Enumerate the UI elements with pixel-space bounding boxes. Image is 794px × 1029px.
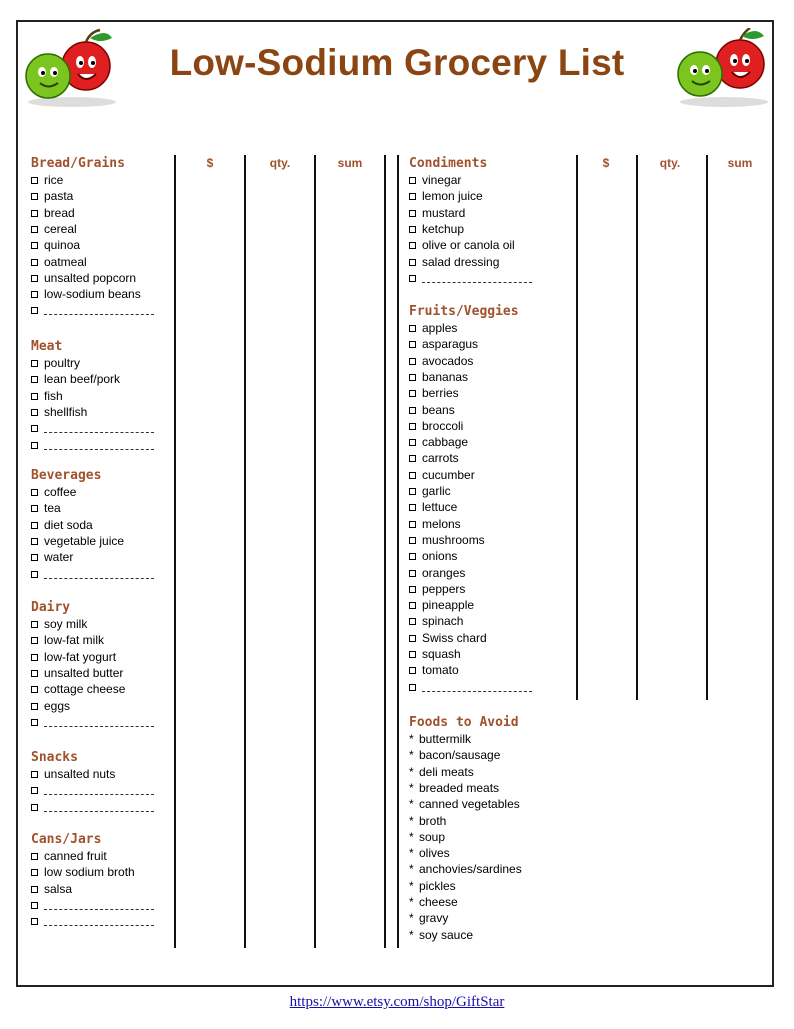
item-label: berries [422,386,459,401]
list-item [31,534,124,548]
item-label: eggs [44,698,71,713]
asterisk-icon: * [409,780,414,795]
avoid-item [409,814,446,828]
item-label: lettuce [422,500,458,515]
list-item [409,222,464,236]
section-title-beverages: Beverages [31,468,102,483]
item-label: broccoli [422,418,464,433]
avoid-item [409,895,458,909]
checkbox[interactable] [409,226,416,233]
item-label: tomato [422,663,459,678]
checkbox[interactable] [31,554,38,561]
item-label: salsa [44,881,73,896]
item-label: lemon juice [422,189,483,204]
section-title-condiments: Condiments [409,156,488,171]
checkbox[interactable] [409,193,416,200]
checkbox[interactable] [31,538,38,545]
list-item [31,389,63,403]
shop-link[interactable]: https://www.etsy.com/shop/GiftStar [289,994,505,1010]
item-label: pickles [419,878,456,893]
checkbox[interactable] [31,360,38,367]
item-label: gravy [419,911,449,926]
checkbox[interactable] [409,667,416,674]
checkbox[interactable] [409,407,416,414]
write-in-line[interactable] [44,423,154,433]
item-label: low-fat yogurt [44,649,117,664]
blank-item [409,271,532,285]
avoid-item [409,830,445,844]
list-item [409,419,463,433]
checkbox[interactable] [409,684,416,691]
checkbox[interactable] [409,602,416,609]
section-title-dairy: Dairy [31,600,71,615]
checkbox[interactable] [409,488,416,495]
item-label: coffee [44,485,77,499]
item-label: canned fruit [44,849,107,863]
checkbox[interactable] [409,439,416,446]
item-label: cottage cheese [44,682,126,697]
column-divider [174,155,176,948]
blank-item [31,303,154,317]
column-divider [384,155,386,948]
item-label: oranges [422,565,466,580]
item-label: buttermilk [419,732,472,746]
list-item [31,372,120,386]
asterisk-icon: * [409,927,414,942]
checkbox[interactable] [409,455,416,462]
qty-column-header: qty. [269,156,291,170]
checkbox[interactable] [31,193,38,200]
item-label: rice [44,173,64,187]
avoid-item [409,911,448,925]
list-item [31,485,76,499]
item-label: bananas [422,369,469,384]
list-item [31,865,135,879]
checkbox[interactable] [31,376,38,383]
checkbox[interactable] [31,918,38,925]
list-item [31,356,80,370]
asterisk-icon: * [409,846,414,861]
checkbox[interactable] [31,275,38,282]
price-column-header: $ [206,156,214,170]
item-label: lean beef/pork [44,372,121,387]
asterisk-icon: * [409,764,414,779]
checkbox[interactable] [31,307,38,314]
item-label: cabbage [422,435,469,450]
section-title-snacks: Snacks [31,750,78,765]
checkbox[interactable] [409,586,416,593]
write-in-line[interactable] [44,569,154,579]
column-divider [706,155,708,700]
avoid-item [409,862,522,876]
section-title-fruits-veggies: Fruits/Veggies [409,304,519,319]
section-title-foods-to-avoid: Foods to Avoid [409,715,519,730]
item-label: broth [419,813,447,828]
checkbox[interactable] [409,325,416,332]
checkbox[interactable] [409,390,416,397]
checkbox[interactable] [31,571,38,578]
list-item [409,370,468,384]
item-label: bread [44,205,75,220]
checkbox[interactable] [409,553,416,560]
item-label: cereal [44,221,77,236]
avoid-item [409,732,471,746]
column-divider [636,155,638,700]
item-label: vegetable juice [44,533,125,548]
avoid-item [409,928,473,942]
blank-item [31,783,154,797]
list-item [409,582,465,596]
blank-item [31,438,154,452]
checkbox[interactable] [31,393,38,400]
blank-item [31,914,154,928]
checkbox[interactable] [31,259,38,266]
page-title: Low-Sodium Grocery List [169,42,625,83]
checkbox[interactable] [409,537,416,544]
list-item [409,549,457,563]
avoid-item [409,781,499,795]
checkbox[interactable] [31,637,38,644]
list-item [31,699,70,713]
write-in-line[interactable] [44,900,154,910]
checkbox[interactable] [409,570,416,577]
checkbox[interactable] [31,670,38,677]
item-label: Swiss chard [422,630,487,645]
list-item [409,517,461,531]
list-item [31,633,104,647]
list-item [409,484,451,498]
list-item [31,882,72,896]
checkbox[interactable] [31,226,38,233]
item-label: garlic [422,484,451,498]
checkbox[interactable] [409,521,416,528]
asterisk-icon: * [409,878,414,893]
write-in-line[interactable] [44,785,154,795]
checkbox[interactable] [31,425,38,432]
checkbox[interactable] [31,291,38,298]
checkbox[interactable] [31,505,38,512]
item-label: water [44,550,74,565]
list-item [31,518,93,532]
list-item [409,598,474,612]
checkbox[interactable] [409,275,416,282]
checkbox[interactable] [31,522,38,529]
checkbox[interactable] [409,210,416,217]
list-item [409,647,461,661]
list-item [31,189,73,203]
asterisk-icon: * [409,797,414,812]
sum-column-header: sum [337,156,363,170]
list-item [409,354,473,368]
list-item [31,666,123,680]
checkbox[interactable] [31,442,38,449]
column-divider [576,155,578,700]
item-label: low-fat milk [44,633,105,648]
checkbox[interactable] [31,654,38,661]
list-item [31,222,77,236]
write-in-line[interactable] [44,802,154,812]
list-item [31,238,80,252]
item-label: unsalted nuts [44,767,116,781]
blank-item [31,800,154,814]
list-item [409,533,485,547]
item-label: peppers [422,581,466,596]
checkbox[interactable] [31,771,38,778]
price-column-header: $ [602,156,610,170]
checkbox[interactable] [31,886,38,893]
list-item [31,849,107,863]
list-item [409,614,463,628]
write-in-line[interactable] [422,682,532,692]
item-label: spinach [422,614,464,629]
list-item [409,386,459,400]
checkbox[interactable] [409,259,416,266]
item-label: melons [422,516,461,531]
avoid-item [409,879,456,893]
column-divider [397,155,399,948]
list-item [31,173,63,187]
item-label: beans [422,402,455,417]
list-item [31,550,73,564]
item-label: anchovies/sardines [419,862,522,877]
item-label: salad dressing [422,254,500,269]
item-label: diet soda [44,517,93,532]
item-label: avocados [422,353,474,368]
list-item [409,255,499,269]
item-label: apples [422,321,458,335]
item-label: asparagus [422,337,479,352]
item-label: oatmeal [44,254,87,269]
item-label: quinoa [44,238,81,253]
checkbox[interactable] [31,804,38,811]
item-label: carrots [422,451,459,466]
item-label: soy milk [44,617,88,631]
list-item [409,663,459,677]
item-label: mustard [422,205,466,220]
checkbox[interactable] [31,409,38,416]
section-title-cans-jars: Cans/Jars [31,832,102,847]
asterisk-icon: * [409,748,414,763]
checkbox[interactable] [31,703,38,710]
checkbox[interactable] [31,853,38,860]
item-label: ketchup [422,221,465,236]
checkbox[interactable] [409,423,416,430]
checkbox[interactable] [31,489,38,496]
checkbox[interactable] [409,504,416,511]
column-divider [314,155,316,948]
asterisk-icon: * [409,911,414,926]
list-item [409,451,459,465]
write-in-line[interactable] [44,717,154,727]
item-label: canned vegetables [419,797,520,812]
checkbox[interactable] [409,374,416,381]
list-item [409,403,455,417]
checkbox[interactable] [31,787,38,794]
list-item [409,206,465,220]
item-label: poultry [44,356,81,370]
avoid-item [409,797,520,811]
qty-column-header: qty. [659,156,681,170]
item-label: cucumber [422,467,475,482]
avoid-item [409,748,500,762]
checkbox[interactable] [31,621,38,628]
item-label: mushrooms [422,532,485,547]
list-item [31,287,141,301]
item-label: olive or canola oil [422,238,515,253]
checkbox[interactable] [31,177,38,184]
blank-item [409,680,532,694]
asterisk-icon: * [409,895,414,909]
checkbox[interactable] [409,635,416,642]
checkbox[interactable] [31,210,38,217]
item-label: olives [419,846,450,861]
list-item [31,405,87,419]
item-label: pasta [44,189,74,204]
column-divider [244,155,246,948]
item-label: squash [422,647,461,661]
list-item [31,617,87,631]
checkbox[interactable] [31,902,38,909]
list-item [409,189,483,203]
list-item [31,650,116,664]
section-title-meat: Meat [31,339,63,354]
asterisk-icon: * [409,813,414,828]
list-item [409,500,457,514]
blank-item [31,567,154,581]
item-label: bacon/sausage [419,748,501,763]
item-label: fish [44,388,63,403]
checkbox[interactable] [31,686,38,693]
list-item [409,435,468,449]
list-item [409,173,461,187]
list-item [409,468,475,482]
item-label: vinegar [422,173,462,187]
checkbox[interactable] [409,472,416,479]
avoid-item [409,846,450,860]
item-label: low sodium broth [44,865,135,880]
asterisk-icon: * [409,862,414,877]
item-label: soup [419,829,446,844]
item-label: cheese [419,895,458,909]
checkbox[interactable] [409,242,416,249]
item-label: unsalted butter [44,665,124,680]
item-label: onions [422,549,458,564]
list-item [31,255,87,269]
checkbox[interactable] [409,341,416,348]
list-item [409,321,457,335]
list-item [31,767,115,781]
asterisk-icon: * [409,829,414,844]
blank-item [31,421,154,435]
checkbox[interactable] [409,177,416,184]
checkbox[interactable] [31,869,38,876]
checkbox[interactable] [409,358,416,365]
checkbox[interactable] [31,242,38,249]
item-label: tea [44,501,61,516]
avoid-item [409,765,474,779]
list-item [31,501,61,515]
checkbox[interactable] [409,618,416,625]
item-label: shellfish [44,404,88,419]
item-label: pineapple [422,598,475,613]
item-label: soy sauce [419,927,474,942]
section-title-bread-grains: Bread/Grains [31,156,125,171]
list-item [31,206,75,220]
checkbox[interactable] [409,651,416,658]
write-in-line[interactable] [44,916,154,926]
write-in-line[interactable] [422,273,532,283]
list-item [409,566,465,580]
list-item [409,337,478,351]
item-label: deli meats [419,764,474,779]
checkbox[interactable] [31,719,38,726]
list-item [409,631,487,645]
list-item [31,271,136,285]
item-label: low-sodium beans [44,287,141,302]
asterisk-icon: * [409,732,414,746]
blank-item [31,898,154,912]
write-in-line[interactable] [44,305,154,315]
item-label: unsalted popcorn [44,270,137,285]
list-item [409,238,515,252]
sum-column-header: sum [727,156,753,170]
write-in-line[interactable] [44,440,154,450]
blank-item [31,715,154,729]
item-label: breaded meats [419,780,500,795]
list-item [31,682,125,696]
